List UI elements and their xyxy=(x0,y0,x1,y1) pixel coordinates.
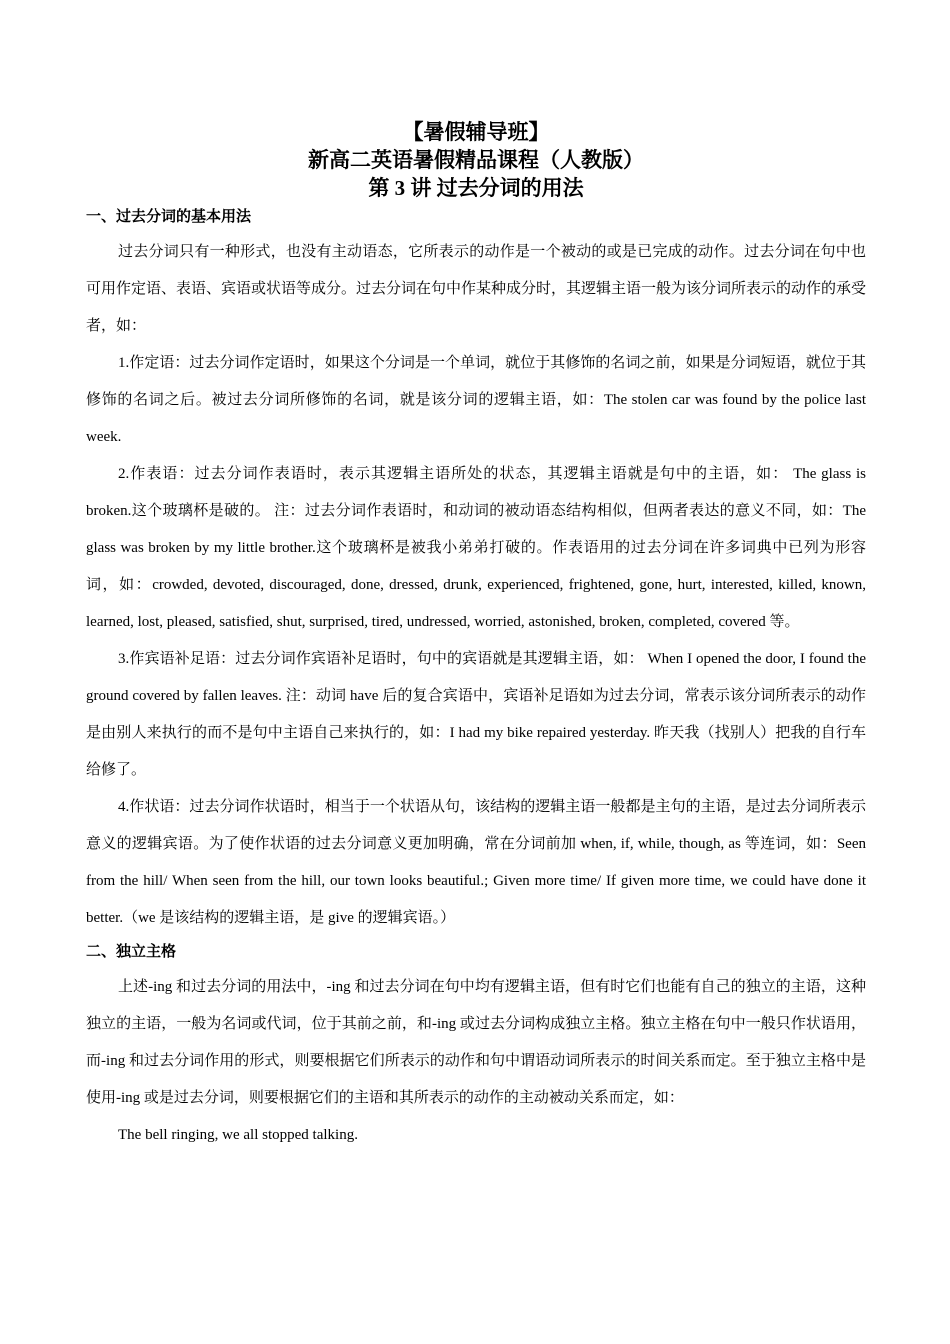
section1-intro: 过去分词只有一种形式，也没有主动语态，它所表示的动作是一个被动的或是已完成的动作。过去分词在句中也可用作定语、表语、宾语或状语等成分。过去分词在句中作某种成分时，其逻辑主语一般为该分词所表示的动作的承受者，如： xyxy=(86,244,867,334)
section1-item-predicative: 2.作表语：过去分词作表语时，表示其逻辑主语所处的状态，其逻辑主语就是句中的主语，如： The glass is broken.这个玻璃杯是破的。 注：过去分词作表语时，和动词的被动语态结构相似，但两者表达的意义不同，如：The glass was broken by my little brother.这个玻璃杯是被我小弟弟打破的。作表语用的过去分词在许多词典中已列为形容词，如：crowded, devoted, discouraged, done, dressed, drunk, experienced, frightened, gone, hurt, interested, killed, known, learned, lost, pleased, satisfied, shut, surprised, tired, undressed, worried, astonished, broken, completed, covered 等。 xyxy=(86,466,866,630)
section1-item-complement: 3.作宾语补足语：过去分词作宾语补足语时，句中的宾语就是其逻辑主语，如： When I opened the door, I found the ground covered by fallen leaves. 注：动词 have 后的复合宾语中，宾语补足语如为过去分词，常表示该分词所表示的动作是由别人来执行的而不是句中主语自己来执行的，如：I had my bike repaired yesterday. 昨天我（找别人）把我的自行车给修了。 xyxy=(86,651,866,778)
title-block xyxy=(86,118,866,202)
section1-heading: 一、过去分词的基本用法 xyxy=(86,209,252,225)
title-bracket-line: 【暑假辅导班】 xyxy=(402,120,550,144)
section1-item-attributive: 1.作定语：过去分词作定语时，如果这个分词是一个单词，就位于其修饰的名词之前，如果是分词短语，就位于其修饰的名词之后。被过去分词所修饰的名词，就是该分词的逻辑主语，如：The stolen car was found by the police last week. xyxy=(86,355,866,445)
lesson-title: 第 3 讲 过去分词的用法 xyxy=(368,176,584,200)
course-title: 新高二英语暑假精品课程（人教版） xyxy=(308,148,644,172)
section2-heading: 二、独立主格 xyxy=(86,944,177,960)
document-page xyxy=(86,118,866,1154)
section2-example: The bell ringing, we all stopped talking. xyxy=(118,1127,358,1143)
section1-item-adverbial: 4.作状语：过去分词作状语时，相当于一个状语从句，该结构的逻辑主语一般都是主句的主语，是过去分词所表示意义的逻辑宾语。为了使作状语的过去分词意义更加明确，常在分词前加 when, if, while, though, as 等连词，如：Seen from the hill/ When seen from the hill, our town looks beautiful.; Given more time/ If given more time, we could have done it better.（we 是该结构的逻辑主语，是 give 的逻辑宾语。） xyxy=(86,799,866,926)
section2-intro: 上述-ing 和过去分词的用法中，-ing 和过去分词在句中均有逻辑主语，但有时它们也能有自己的独立的主语，这种独立的主语，一般为名词或代词，位于其前之前，和-ing 或过去分词构成独立主格。独立主格在句中一般只作状语用，而-ing 和过去分词作用的形式，则要根据它们所表示的动作和句中谓语动词所表示的时间关系而定。至于独立主格中是使用-ing 或是过去分词，则要根据它们的主语和其所表示的动作的主动被动关系而定，如： xyxy=(86,979,866,1106)
